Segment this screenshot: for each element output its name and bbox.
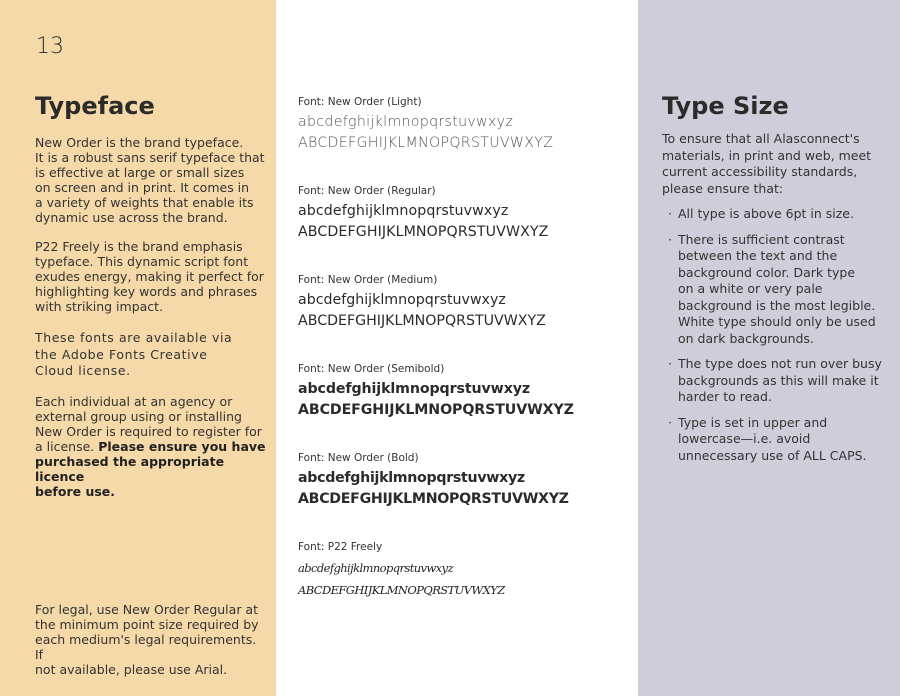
uppercase-sample: ABCDEFGHIJKLMNOPQRSTUVWXYZ — [298, 402, 574, 418]
font-sample-semibold — [298, 363, 574, 421]
font-label: Font: P22 Freely — [298, 541, 383, 553]
new-order-description: New Order is the brand typeface. It is a robust sans serif typeface that is effective at large or small sizes on screen and in print. It comes in a variety of weights that enable its dynamic use across the brand. — [35, 135, 265, 225]
lowercase-sample: abcdefghijklmnopqrstuvwxyz — [298, 561, 453, 575]
uppercase-sample: ABCDEFGHIJKLMNOPQRSTUVWXYZ — [298, 135, 554, 151]
list-item — [668, 206, 890, 223]
font-label: Font: New Order (Regular) — [298, 185, 436, 197]
list-item — [668, 356, 890, 406]
font-sample-bold — [298, 452, 569, 510]
type-size-panel — [638, 0, 900, 696]
list-item — [668, 232, 890, 348]
list-item-text: Type is set in upper and lowercase—i.e. avoid unnecessary use of ALL CAPS. — [678, 414, 867, 463]
page-number: 13 — [36, 34, 64, 59]
bullet-icon: · — [668, 231, 672, 247]
accessibility-rules-list — [668, 206, 890, 473]
bullet-icon: · — [668, 414, 672, 430]
list-item-text: There is sufficient contrast between the text and the background color. Dark type on a white or very pale background is the most legible. White type should only be used on dark backgrounds. — [678, 231, 876, 346]
font-sample-p22-freely — [298, 541, 505, 601]
typeface-heading: Typeface — [35, 92, 155, 120]
uppercase-sample: ABCDEFGHIJKLMNOPQRSTUVWXYZ — [298, 491, 569, 507]
license-note — [35, 394, 267, 499]
list-item — [668, 415, 890, 465]
font-label: Font: New Order (Medium) — [298, 274, 438, 286]
lowercase-sample: abcdefghijklmnopqrstuvwxyz — [298, 203, 509, 219]
type-size-heading: Type Size — [662, 92, 789, 120]
lowercase-sample: abcdefghijklmnopqrstuvwxyz — [298, 470, 525, 486]
font-sample-light — [298, 96, 553, 154]
font-label: Font: New Order (Semibold) — [298, 363, 445, 375]
font-samples-panel — [276, 0, 638, 696]
bullet-icon: · — [668, 206, 672, 221]
font-label: Font: New Order (Bold) — [298, 452, 419, 464]
lowercase-sample: abcdefghijklmnopqrstuvwxyz — [298, 381, 531, 397]
uppercase-sample: ABCDEFGHIJKLMNOPQRSTUVWXYZ — [298, 313, 546, 329]
lowercase-sample: abcdefghijklmnopqrstuvwxyz — [298, 114, 514, 130]
license-note-emphasis: Please ensure you have purchased the appropriate licence before use. — [35, 439, 266, 499]
uppercase-sample: ABCDEFGHIJKLMNOPQRSTUVWXYZ — [298, 224, 549, 240]
list-item-text: The type does not run over busy backgrounds as this will make it harder to read. — [678, 356, 882, 404]
type-size-intro: To ensure that all Alasconnect's materials, in print and web, meet current accessibility standards, please ensure that: — [662, 131, 872, 196]
font-sample-medium — [298, 274, 546, 332]
legal-note: For legal, use New Order Regular at the minimum point size required by each medium's legal requirements. If not available, please use Arial. — [35, 602, 259, 677]
p22-freely-description: P22 Freely is the brand emphasis typeface. This dynamic script font exudes energy, making it perfect for highlighting key words and phrases with striking impact. — [35, 239, 264, 314]
uppercase-sample: ABCDEFGHIJKLMNOPQRSTUVWXYZ — [298, 583, 505, 597]
bullet-icon: · — [668, 356, 672, 371]
list-item-text: All type is above 6pt in size. — [678, 206, 854, 221]
typeface-panel — [0, 0, 276, 696]
lowercase-sample: abcdefghijklmnopqrstuvwxyz — [298, 292, 506, 308]
font-label: Font: New Order (Light) — [298, 96, 422, 108]
font-sample-regular — [298, 185, 548, 243]
adobe-fonts-note: These fonts are available via the Adobe Fonts Creative Cloud license. — [35, 330, 233, 378]
license-note-text: Each individual at an agency or external group using or installing New Order is required to register for a license. — [35, 394, 262, 454]
